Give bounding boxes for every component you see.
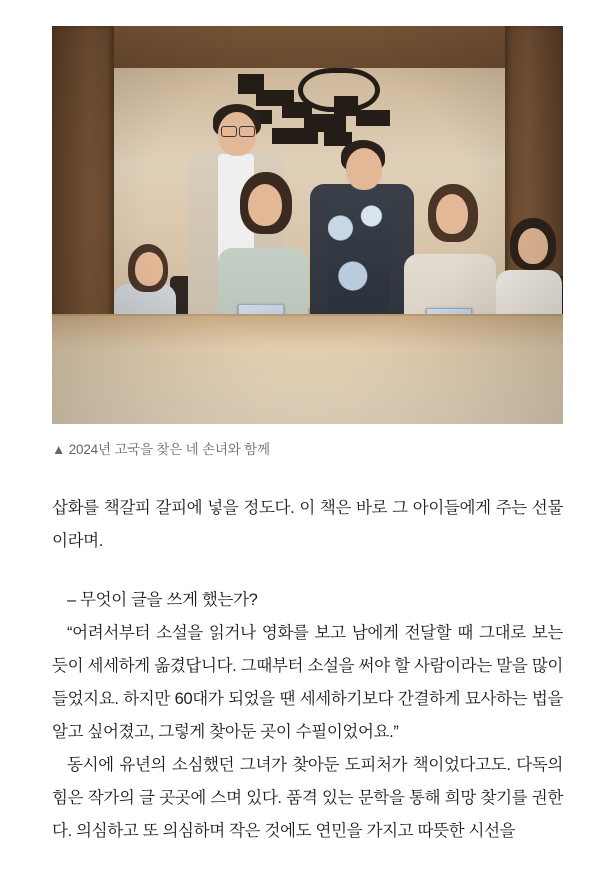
article-text	[52, 492, 563, 848]
figure-caption: ▲ 2024년 고국을 찾은 네 손녀와 함께	[52, 442, 270, 457]
family-photo	[52, 26, 563, 424]
photo-table	[52, 314, 563, 424]
paragraph-question: – 무엇이 글을 쓰게 했는가?	[67, 591, 258, 609]
photo-ceiling	[114, 26, 505, 68]
paragraph-quote: “어려서부터 소설을 읽거나 영화를 보고 남에게 전달할 때 그대로 보는 듯이 세세하게 옮겼답니다. 그때부터 소설을 써야 할 사람이라는 말을 많이 들었지요. 하지만 60대가 되었을 땐 세세하기보다 간결하게 묘사하는 법을 알고 싶어졌고, 그렇게 찾아둔 곳이 수필이었어요.”	[52, 624, 563, 741]
article-figure	[52, 26, 563, 458]
paragraph-1: 삽화를 책갈피 갈피에 넣을 정도다. 이 책은 바로 그 아이들에게 주는 선물이라며.	[52, 499, 563, 550]
photo-wood-panel-left	[52, 26, 114, 326]
wall-art-ring	[298, 68, 380, 112]
paragraph-4: 동시에 유년의 소심했던 그녀가 찾아둔 도피처가 책이었다고도. 다독의 힘은 작가의 글 곳곳에 스며 있다. 품격 있는 문학을 통해 희망 찾기를 권한다. 의심하고 또 의심하며 작은 것에도 연민을 가지고 따뜻한 시선을	[52, 756, 563, 840]
